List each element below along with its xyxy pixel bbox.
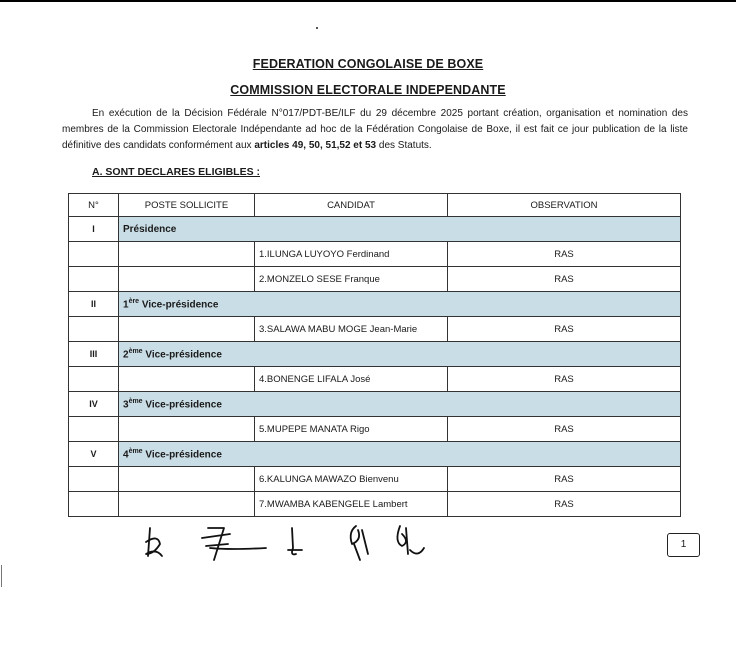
poste-label — [119, 442, 681, 467]
table-row — [69, 492, 681, 517]
candidate-name: 7.MWAMBA KABENGELE Lambert — [255, 492, 448, 517]
candidate-name: 6.KALUNGA MAWAZO Bienvenu — [255, 467, 448, 492]
poste-ordinal: 2 — [123, 349, 129, 361]
poste-ordinal: 3 — [123, 399, 129, 411]
poste-label — [119, 342, 681, 367]
poste-title: Vice-présidence — [142, 449, 222, 461]
signature-5 — [397, 526, 424, 554]
poste-row — [69, 392, 681, 417]
empty-cell — [119, 417, 255, 442]
poste-title: Présidence — [123, 223, 177, 235]
signature-1 — [146, 528, 162, 556]
table-header-row — [69, 194, 681, 217]
poste-row — [69, 442, 681, 467]
poste-number: V — [69, 442, 119, 467]
signature-4 — [351, 526, 368, 560]
table-row — [69, 317, 681, 342]
table-body — [69, 217, 681, 517]
candidate-observation: RAS — [448, 467, 681, 492]
poste-ordinal-suffix: ème — [128, 397, 143, 405]
header-poste: POSTE SOLLICITE — [119, 194, 255, 217]
empty-cell — [119, 242, 255, 267]
commission-title: COMMISSION ELECTORALE INDEPENDANTE — [230, 83, 506, 97]
intro-paragraph — [62, 106, 688, 154]
signature-2 — [202, 528, 266, 560]
page-number: 1 — [667, 533, 700, 557]
sheet-edge — [1, 565, 2, 587]
table-row — [69, 417, 681, 442]
poste-row — [69, 292, 681, 317]
poste-number: III — [69, 342, 119, 367]
candidate-observation: RAS — [448, 417, 681, 442]
empty-cell — [69, 367, 119, 392]
top-border — [0, 0, 736, 2]
table-row — [69, 242, 681, 267]
poste-row — [69, 217, 681, 242]
poste-label — [119, 392, 681, 417]
poste-ordinal-suffix: ème — [128, 447, 143, 455]
poste-ordinal: 1 — [123, 299, 129, 311]
poste-row — [69, 342, 681, 367]
candidate-name: 5.MUPEPE MANATA Rigo — [255, 417, 448, 442]
empty-cell — [69, 417, 119, 442]
poste-ordinal-suffix: ère — [128, 297, 140, 305]
table-row — [69, 367, 681, 392]
candidate-name: 1.ILUNGA LUYOYO Ferdinand — [255, 242, 448, 267]
poste-ordinal: 4 — [123, 449, 129, 461]
candidate-observation: RAS — [448, 242, 681, 267]
candidate-observation: RAS — [448, 367, 681, 392]
poste-ordinal-suffix: ème — [128, 347, 143, 355]
header-number: N° — [69, 194, 119, 217]
poste-label — [119, 292, 681, 317]
empty-cell — [69, 242, 119, 267]
header-observation: OBSERVATION — [448, 194, 681, 217]
candidate-observation: RAS — [448, 267, 681, 292]
poste-title: Vice-présidence — [142, 399, 222, 411]
empty-cell — [69, 492, 119, 517]
signatures — [140, 520, 440, 564]
empty-cell — [119, 317, 255, 342]
candidate-observation: RAS — [448, 492, 681, 517]
empty-cell — [69, 267, 119, 292]
candidate-name: 3.SALAWA MABU MOGE Jean-Marie — [255, 317, 448, 342]
candidates-table — [68, 193, 681, 517]
intro-text-before: En exécution de la Décision Fédérale N°017/PDT-BE/ILF du 29 décembre 2025 portant création, organisation et nomination des membres de la Commission Electorale Indépendante ad hoc de la Fédération Congolaise de Boxe, il est fait ce jour publication de la liste définitive des candidats conformément aux — [62, 108, 688, 151]
empty-cell — [69, 317, 119, 342]
candidate-observation: RAS — [448, 317, 681, 342]
intro-text-after: des Statuts. — [376, 140, 432, 151]
intro-articles: articles 49, 50, 51,52 et 53 — [254, 140, 377, 151]
empty-cell — [119, 492, 255, 517]
poste-title: Vice-présidence — [142, 349, 222, 361]
candidate-name: 2.MONZELO SESE Franque — [255, 267, 448, 292]
empty-cell — [119, 467, 255, 492]
empty-cell — [119, 367, 255, 392]
empty-cell — [119, 267, 255, 292]
poste-label — [119, 217, 681, 242]
header-candidat: CANDIDAT — [255, 194, 448, 217]
federation-title: FEDERATION CONGOLAISE DE BOXE — [252, 57, 484, 71]
signature-3 — [288, 528, 302, 554]
table-row — [69, 267, 681, 292]
poste-title: Vice-présidence — [139, 299, 219, 311]
poste-number: I — [69, 217, 119, 242]
candidate-name: 4.BONENGE LIFALA José — [255, 367, 448, 392]
poste-number: II — [69, 292, 119, 317]
poste-number: IV — [69, 392, 119, 417]
table-row — [69, 467, 681, 492]
speck — [316, 27, 318, 29]
empty-cell — [69, 467, 119, 492]
section-title: A. SONT DECLARES ELIGIBLES : — [92, 166, 261, 178]
